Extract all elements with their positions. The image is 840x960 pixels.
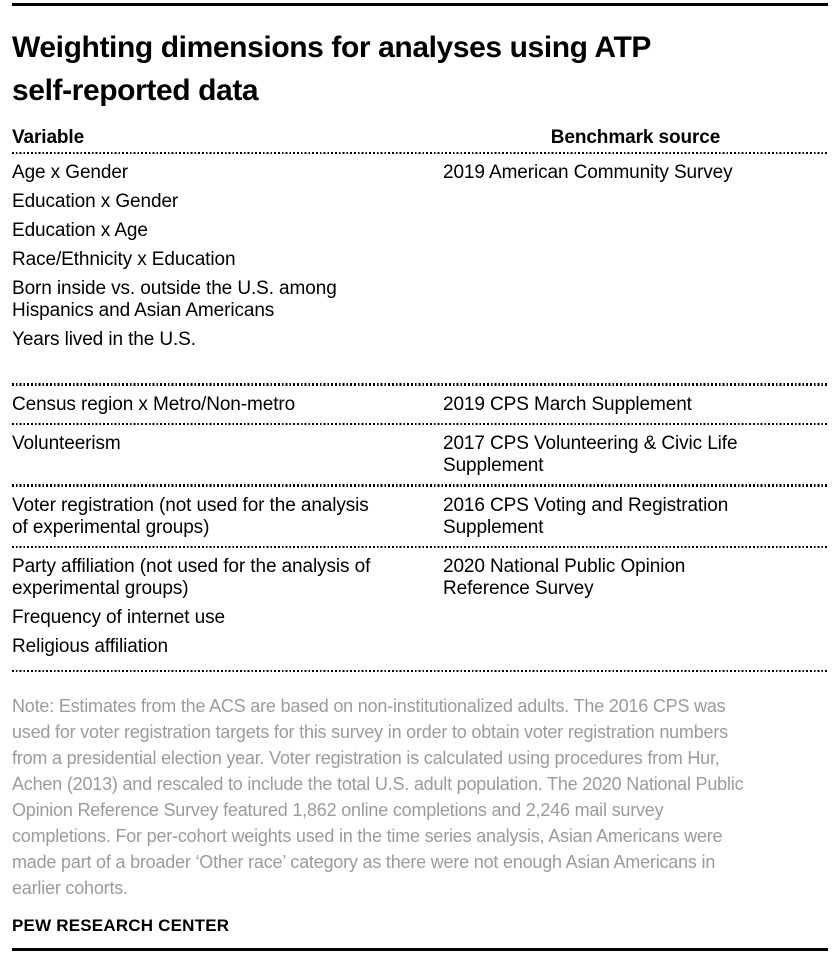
variable-cell: Race/Ethnicity x Education bbox=[12, 249, 236, 271]
table-header-row bbox=[12, 127, 828, 152]
variable-cell: Census region x Metro/Non-metro bbox=[12, 393, 296, 415]
variable-column bbox=[12, 433, 443, 477]
column-header-variable: Variable bbox=[12, 127, 85, 148]
table-section-npors bbox=[12, 548, 828, 670]
bottom-rule bbox=[12, 948, 828, 951]
table-section-voter-registration bbox=[12, 487, 828, 546]
source-label: PEW RESEARCH CENTER bbox=[12, 916, 230, 936]
variable-column bbox=[12, 556, 443, 658]
benchmark-column bbox=[443, 394, 828, 416]
variable-cell: Voter registration (not used for the analysis of experimental groups) bbox=[12, 494, 369, 538]
variable-cell: Education x Age bbox=[12, 220, 148, 242]
variable-column bbox=[12, 162, 443, 351]
benchmark-cell: 2020 National Public Opinion Reference Survey bbox=[443, 555, 686, 599]
variable-cell: Education x Gender bbox=[12, 191, 179, 213]
benchmark-column bbox=[443, 495, 828, 539]
variable-column bbox=[12, 394, 443, 416]
section-separator bbox=[12, 670, 828, 672]
variable-cell: Age x Gender bbox=[12, 162, 129, 184]
benchmark-cell: 2017 CPS Volunteering & Civic Life Supplement bbox=[443, 433, 738, 477]
table-section-census-region bbox=[12, 386, 828, 423]
variable-cell: Party affiliation (not used for the analysis of experimental groups) bbox=[12, 555, 371, 599]
variable-cell: Born inside vs. outside the U.S. among Hispanics and Asian Americans bbox=[12, 278, 337, 322]
top-rule bbox=[12, 3, 828, 6]
variable-cell: Volunteerism bbox=[12, 433, 121, 455]
variable-column bbox=[12, 495, 443, 539]
variable-cell: Religious affiliation bbox=[12, 635, 168, 657]
table-section-acs bbox=[12, 154, 828, 383]
figure-title: Weighting dimensions for analyses using ATP self-reported data bbox=[12, 31, 651, 107]
table-section-volunteerism bbox=[12, 425, 828, 484]
benchmark-cell: 2016 CPS Voting and Registration Supplement bbox=[443, 494, 729, 538]
benchmark-cell: 2019 American Community Survey bbox=[443, 162, 733, 184]
note-text: Note: Estimates from the ACS are based on non-institutionalized adults. The 2016 CPS was used for voter registration targets for this survey in order to obtain voter registration numbers from a presidential election year. Voter registration is calculated using procedures from Hur, Achen (2013) and rescaled to include the total U.S. adult population. The 2020 National Public Opinion Reference Survey featured 1,862 online completions and 2,246 mail survey completions. For per-cohort weights used in the time series analysis, Asian Americans were made part of a broader ‘Other race’ category as there were not enough Asian Americans in earlier cohorts. bbox=[12, 696, 744, 899]
benchmark-column bbox=[443, 556, 828, 658]
column-header-benchmark: Benchmark source bbox=[550, 127, 721, 148]
variable-cell: Frequency of internet use bbox=[12, 606, 225, 628]
benchmark-column bbox=[443, 162, 828, 351]
benchmark-cell: 2019 CPS March Supplement bbox=[443, 393, 692, 415]
variable-cell: Years lived in the U.S. bbox=[12, 329, 196, 351]
benchmark-column bbox=[443, 433, 828, 477]
